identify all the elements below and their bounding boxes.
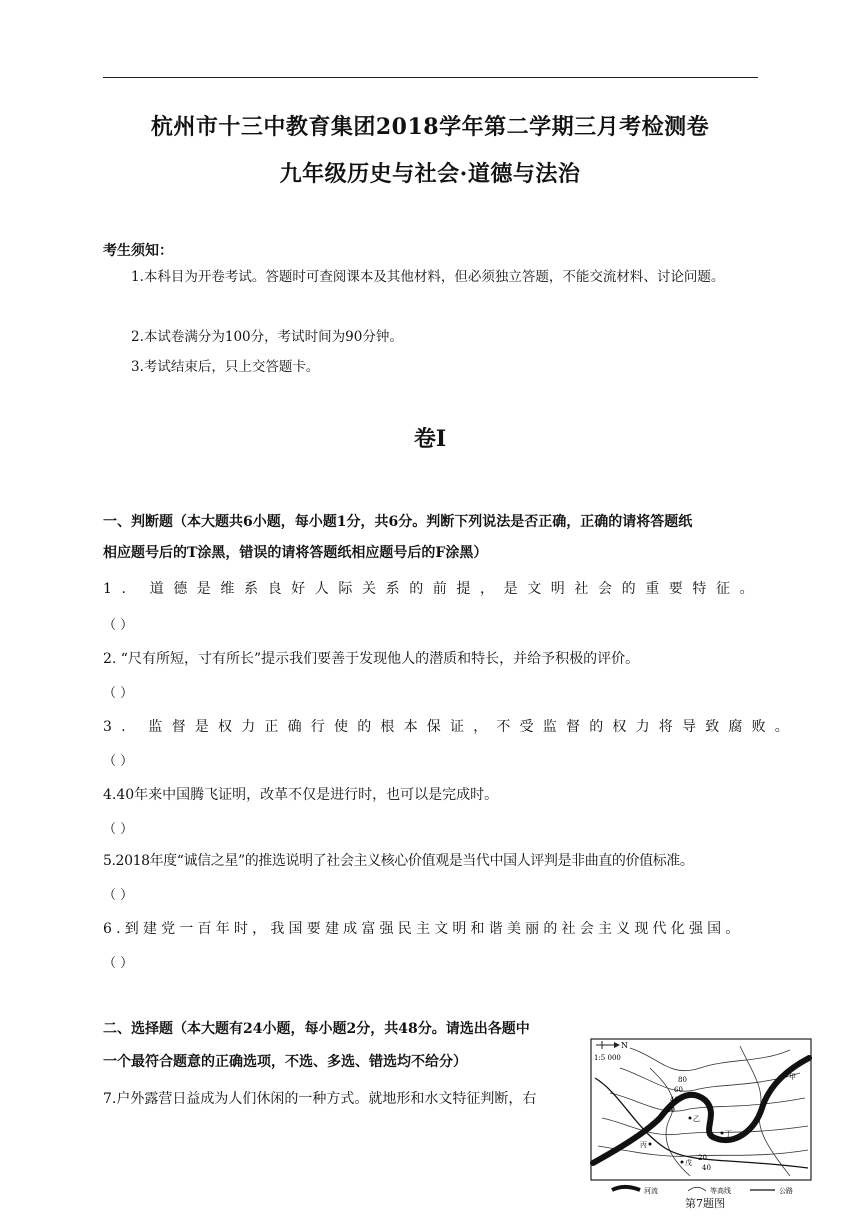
section2-heading-line2: 一个最符合题意的正确选项，不选、多选、错选均不给分） bbox=[103, 1054, 467, 1070]
answer-paren-1: （ ） bbox=[103, 618, 134, 633]
contour-label-6: 40 bbox=[702, 1164, 711, 1172]
question-2: 2. “尺有所短，寸有所长”提示我们要善于发现他人的潜质和特长，并给予积极的评价。 bbox=[103, 651, 640, 667]
point-label-5: 戊 bbox=[685, 1159, 692, 1167]
header-rule bbox=[103, 77, 758, 78]
section1-heading-line1: 一、判断题（本大题共6小题，每小题1分，共6分。判断下列说法是否正确，正确的请将答题纸 bbox=[103, 514, 693, 530]
section2-heading-line1: 二、选择题（本大题有24小题，每小题2分，共48分。请选出各题中 bbox=[103, 1021, 530, 1037]
contour-map-figure bbox=[590, 1038, 812, 1206]
question-5: 5.2018年度“诚信之星”的推选说明了社会主义核心价值观是当代中国人评判是非曲直的价值标准。 bbox=[103, 853, 694, 869]
legend-river: 河流 bbox=[644, 1187, 658, 1195]
legend-road: 公路 bbox=[779, 1187, 793, 1195]
question-3: 3. 监督是权力正确行使的根本保证，不受监督的权力将导致腐败。 bbox=[103, 719, 799, 735]
point-label-2: 乙 bbox=[693, 1115, 700, 1123]
notice-item-2: 2.本试卷满分为100分，考试时间为90分钟。 bbox=[131, 329, 403, 345]
point-label-1: 甲 bbox=[789, 1073, 796, 1081]
question-7: 7.户外露营日益成为人们休闲的一种方式。就地形和水文特征判断，右 bbox=[103, 1091, 537, 1107]
answer-paren-3: （ ） bbox=[103, 754, 134, 769]
point-label-3: 丙 bbox=[640, 1141, 647, 1149]
exam-title: 杭州市十三中教育集团2018学年第二学期三月考检测卷 bbox=[150, 114, 710, 140]
point-label-4: 丁 bbox=[725, 1130, 732, 1138]
question-4: 4.40年来中国腾飞证明，改革不仅是进行时，也可以是完成时。 bbox=[103, 787, 499, 803]
exam-subtitle: 九年级历史与社会·道德与法治 bbox=[279, 161, 581, 187]
contour-label-2: 60 bbox=[674, 1086, 683, 1094]
answer-paren-5: （ ） bbox=[103, 888, 134, 903]
question-1: 1. 道德是维系良好人际关系的前提，是文明社会的重要特征。 bbox=[103, 581, 764, 597]
notice-heading: 考生须知： bbox=[103, 243, 173, 259]
section1-heading-line2: 相应题号后的T涂黑，错误的请将答题纸相应题号后的F涂黑） bbox=[103, 545, 488, 561]
contour-label-4: 20 bbox=[666, 1106, 675, 1114]
contour-label-5: 20 bbox=[698, 1154, 707, 1162]
question-6: 6.到建党一百年时，我国要建成富强民主文明和谐美丽的社会主义现代化强国。 bbox=[103, 921, 744, 937]
notice-item-3: 3.考试结束后，只上交答题卡。 bbox=[131, 359, 320, 375]
contour-map bbox=[590, 1038, 812, 1206]
contour-label-1: 80 bbox=[678, 1076, 687, 1084]
legend-contour: 等高线 bbox=[710, 1187, 731, 1195]
map-scale: 1:5 000 bbox=[594, 1054, 621, 1062]
answer-paren-2: （ ） bbox=[103, 686, 134, 701]
map-caption: 第7题图 bbox=[685, 1197, 725, 1210]
answer-paren-4: （ ） bbox=[103, 822, 134, 837]
notice-item-1: 1.本科目为开卷考试。答题时可查阅课本及其他材料，但必须独立答题，不能交流材料、讨论问题。 bbox=[131, 269, 725, 285]
north-label: N bbox=[621, 1041, 628, 1050]
contour-label-3: 40 bbox=[670, 1096, 679, 1104]
volume-title: 卷Ⅰ bbox=[413, 426, 447, 452]
answer-paren-6: （ ） bbox=[103, 956, 134, 971]
